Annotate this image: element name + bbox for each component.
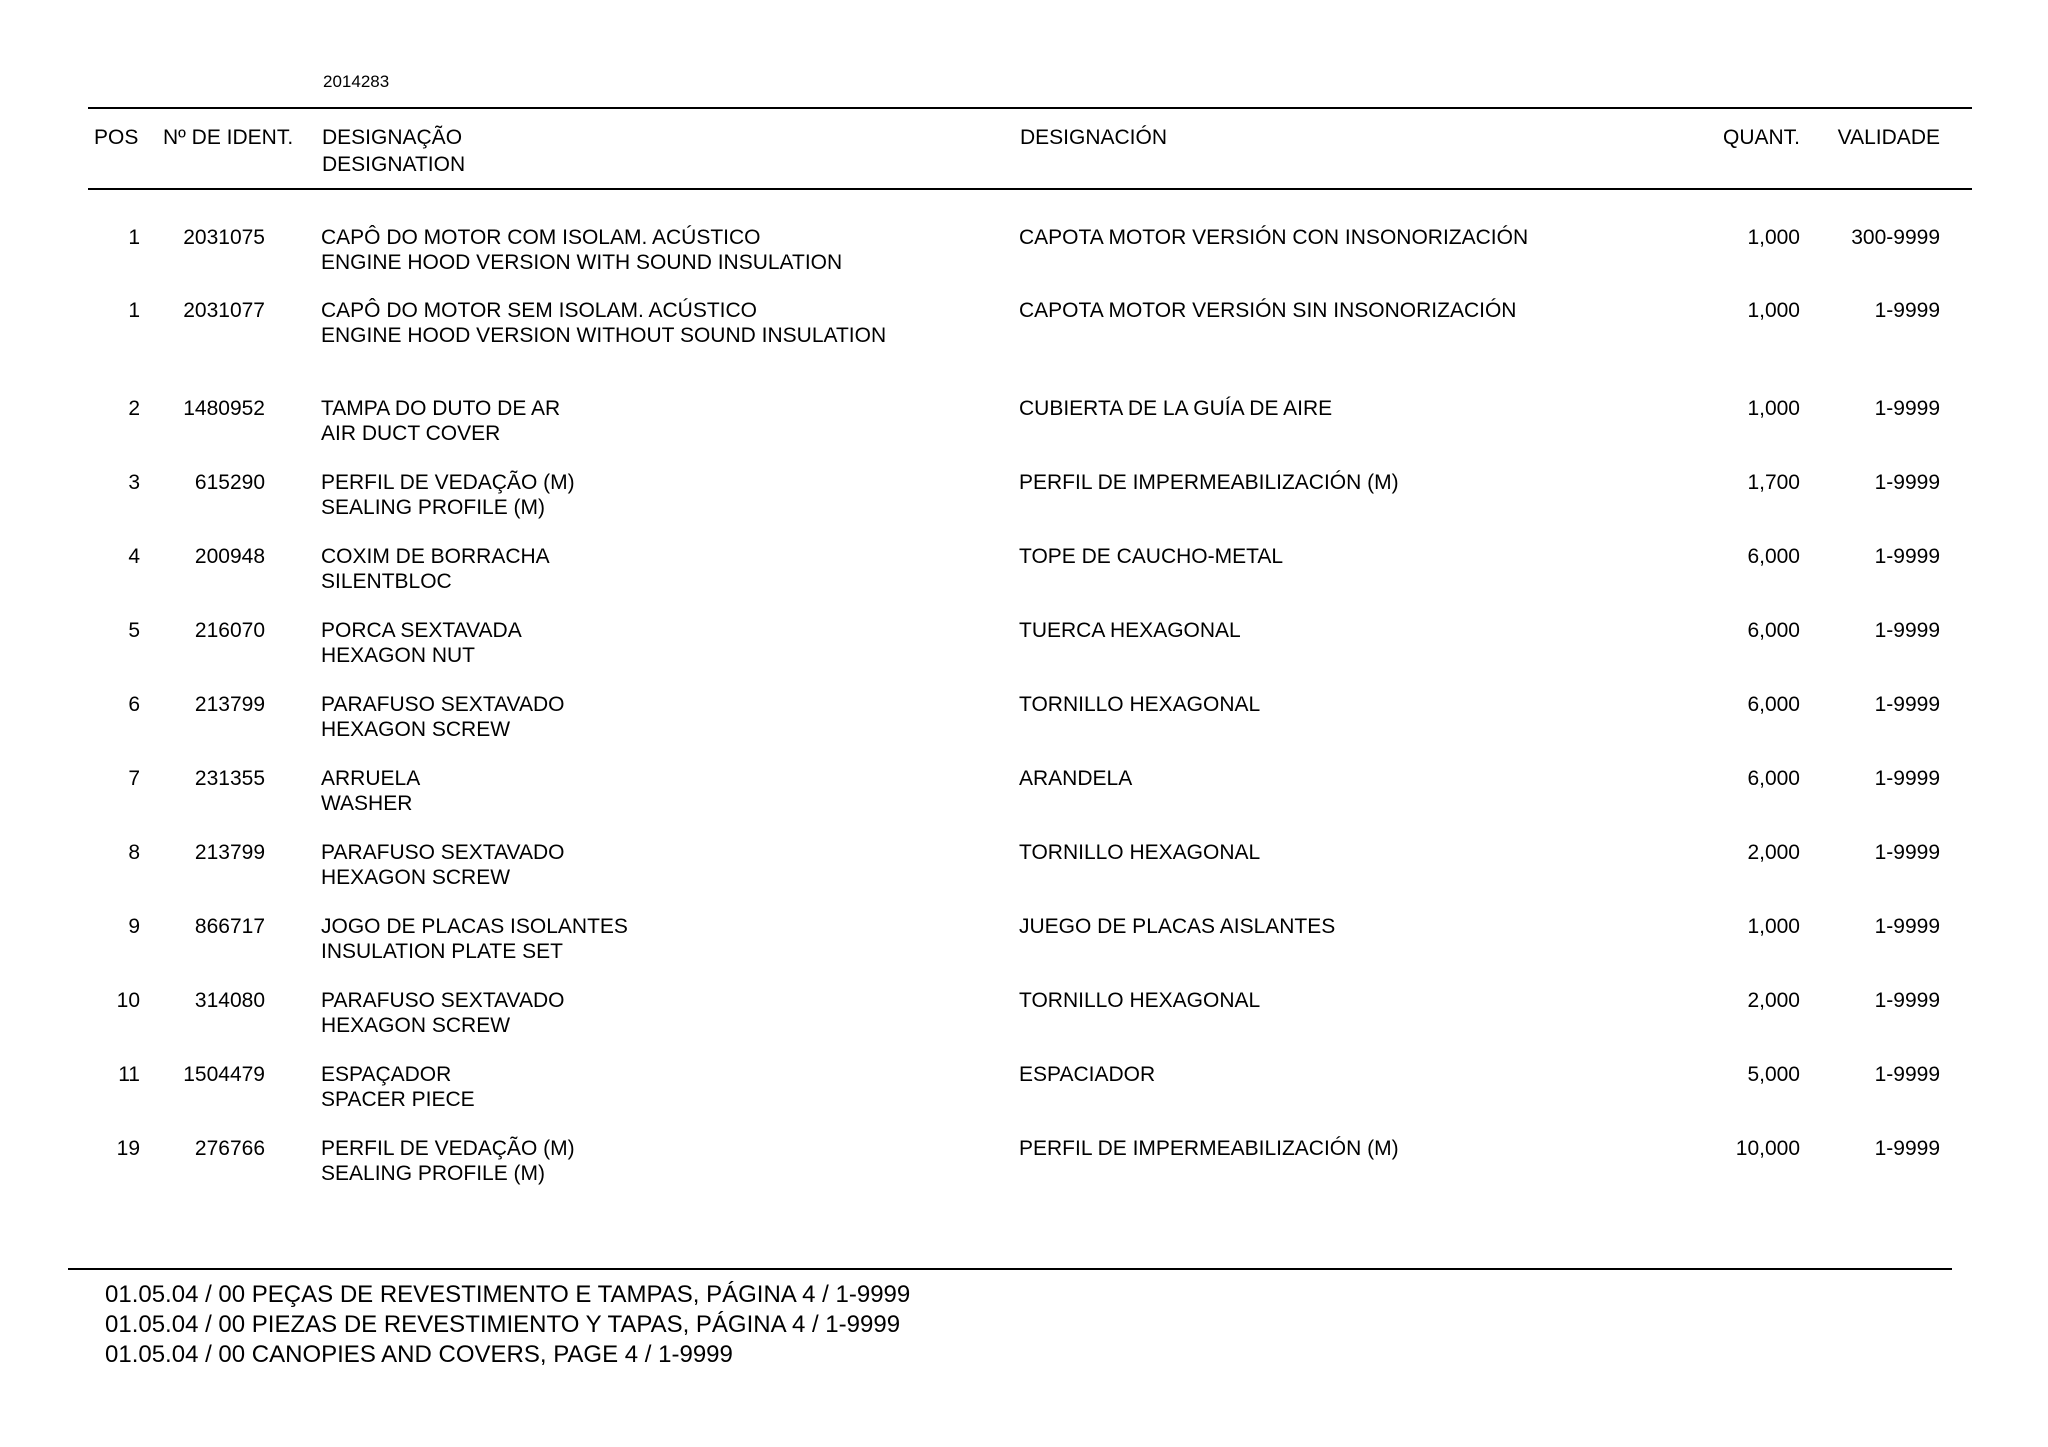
cell-designation [321,914,628,964]
cell-designation-pt: PORCA SEXTAVADA [321,619,522,642]
cell-pos: 9 [128,915,140,938]
cell-designation [321,692,565,742]
cell-designation [321,1136,575,1186]
table-row [0,840,2048,900]
table-row [0,914,2048,974]
table-row [0,1136,2048,1196]
cell-pos: 1 [128,226,140,249]
top-divider [88,107,1972,109]
cell-designation [321,225,842,275]
cell-quantity: 1,000 [1747,226,1800,249]
cell-designation [321,298,886,348]
cell-designation [321,544,550,594]
cell-designation-es: TORNILLO HEXAGONAL [1019,841,1261,864]
table-row [0,766,2048,826]
cell-quantity: 2,000 [1747,841,1800,864]
cell-designation-pt: ESPAÇADOR [321,1063,452,1086]
cell-designation [321,396,560,446]
cell-designation-es: TUERCA HEXAGONAL [1019,619,1241,642]
cell-quantity: 5,000 [1747,1063,1800,1086]
cell-designation-en: AIR DUCT COVER [321,422,501,445]
page-footer [105,1280,910,1370]
footer-line-es: 01.05.04 / 00 PIEZAS DE REVESTIMIENTO Y TAPAS, PÁGINA 4 / 1-9999 [105,1311,901,1338]
cell-pos: 1 [128,299,140,322]
cell-designation-en: SPACER PIECE [321,1088,475,1111]
cell-quantity: 6,000 [1747,767,1800,790]
cell-designation-pt: COXIM DE BORRACHA [321,545,550,568]
cell-pos: 4 [128,545,140,568]
cell-designation-pt: TAMPA DO DUTO DE AR [321,397,561,420]
cell-ident: 615290 [194,471,265,494]
header-designation-en: DESIGNATION [322,153,466,176]
footer-line-en: 01.05.04 / 00 CANOPIES AND COVERS, PAGE 4 / 1-9999 [105,1341,733,1368]
header-designacion: DESIGNACIÓN [1020,126,1168,149]
cell-designation-pt: PERFIL DE VEDAÇÃO (M) [321,471,575,494]
cell-quantity: 1,000 [1747,299,1800,322]
cell-validity: 1-9999 [1874,915,1940,938]
table-row [0,298,2048,358]
cell-ident: 1480952 [183,397,265,420]
cell-designation-es: TOPE DE CAUCHO-METAL [1019,545,1284,568]
cell-designation [321,470,575,520]
cell-designation-en: SILENTBLOC [321,570,452,593]
table-row [0,470,2048,530]
header-divider [88,188,1972,190]
table-row [0,544,2048,604]
cell-quantity: 1,000 [1747,915,1800,938]
cell-designation-en: SEALING PROFILE (M) [321,1162,546,1185]
cell-validity: 1-9999 [1874,693,1940,716]
cell-designation-en: HEXAGON SCREW [321,866,511,889]
cell-quantity: 2,000 [1747,989,1800,1012]
cell-validity: 1-9999 [1874,471,1940,494]
cell-designation-es: PERFIL DE IMPERMEABILIZACIÓN (M) [1019,1137,1399,1160]
cell-designation-pt: CAPÔ DO MOTOR SEM ISOLAM. ACÚSTICO [321,299,758,322]
cell-designation [321,988,565,1038]
cell-designation-en: INSULATION PLATE SET [321,940,563,963]
cell-designation-en: HEXAGON SCREW [321,1014,511,1037]
cell-validity: 300-9999 [1851,226,1940,249]
cell-validity: 1-9999 [1874,545,1940,568]
cell-quantity: 1,700 [1747,471,1800,494]
cell-designation-es: TORNILLO HEXAGONAL [1019,693,1261,716]
table-row [0,692,2048,752]
cell-validity: 1-9999 [1874,1063,1940,1086]
cell-designation-es: TORNILLO HEXAGONAL [1019,989,1261,1012]
cell-designation-en: HEXAGON NUT [321,644,476,667]
cell-designation-en: HEXAGON SCREW [321,718,511,741]
cell-pos: 8 [128,841,140,864]
header-designation [322,124,465,178]
cell-designation-pt: PARAFUSO SEXTAVADO [321,989,565,1012]
cell-ident: 2031077 [183,299,265,322]
cell-ident: 1504479 [183,1063,265,1086]
cell-pos: 19 [116,1137,140,1160]
cell-designation-en: WASHER [321,792,413,815]
cell-ident: 200948 [194,545,265,568]
cell-validity: 1-9999 [1874,989,1940,1012]
document-number: 2014283 [323,72,390,91]
cell-ident: 2031075 [183,226,265,249]
cell-validity: 1-9999 [1874,1137,1940,1160]
cell-designation-en: SEALING PROFILE (M) [321,496,546,519]
cell-quantity: 6,000 [1747,545,1800,568]
header-ident: Nº DE IDENT. [163,126,294,149]
cell-ident: 216070 [194,619,265,642]
table-row [0,396,2048,456]
table-row [0,1062,2048,1122]
cell-designation-en: ENGINE HOOD VERSION WITH SOUND INSULATION [321,251,843,274]
cell-designation [321,840,565,890]
cell-designation-es: PERFIL DE IMPERMEABILIZACIÓN (M) [1019,471,1399,494]
cell-ident: 276766 [194,1137,265,1160]
cell-designation-es: CAPOTA MOTOR VERSIÓN SIN INSONORIZACIÓN [1019,299,1517,322]
cell-ident: 213799 [194,693,265,716]
cell-pos: 11 [118,1063,140,1086]
cell-quantity: 6,000 [1747,693,1800,716]
table-row [0,988,2048,1048]
header-designacao: DESIGNAÇÃO [322,126,463,149]
footer-line-pt: 01.05.04 / 00 PEÇAS DE REVESTIMENTO E TAMPAS, PÁGINA 4 / 1-9999 [105,1281,911,1308]
cell-pos: 7 [128,767,140,790]
cell-designation-pt: PARAFUSO SEXTAVADO [321,693,565,716]
cell-designation-pt: PARAFUSO SEXTAVADO [321,841,565,864]
cell-validity: 1-9999 [1874,767,1940,790]
header-quantity: QUANT. [1722,126,1800,149]
cell-designation-es: JUEGO DE PLACAS AISLANTES [1019,915,1336,938]
cell-designation-es: CUBIERTA DE LA GUÍA DE AIRE [1019,397,1333,420]
header-pos: POS [94,126,139,149]
cell-ident: 213799 [194,841,265,864]
cell-ident: 866717 [194,915,265,938]
cell-pos: 5 [128,619,140,642]
footer-divider [68,1268,1952,1270]
cell-ident: 314080 [194,989,265,1012]
table-row [0,618,2048,678]
cell-validity: 1-9999 [1874,619,1940,642]
cell-validity: 1-9999 [1874,841,1940,864]
cell-pos: 3 [128,471,140,494]
header-validity: VALIDADE [1837,126,1940,149]
cell-pos: 6 [128,693,140,716]
cell-quantity: 10,000 [1735,1137,1800,1160]
cell-validity: 1-9999 [1874,397,1940,420]
cell-pos: 2 [128,397,140,420]
cell-quantity: 6,000 [1747,619,1800,642]
cell-designation-pt: ARRUELA [321,767,421,790]
cell-designation-pt: JOGO DE PLACAS ISOLANTES [321,915,628,938]
table-row [0,225,2048,285]
cell-pos: 10 [116,989,140,1012]
cell-designation-es: CAPOTA MOTOR VERSIÓN CON INSONORIZACIÓN [1019,226,1529,249]
cell-designation-es: ESPACIADOR [1019,1063,1156,1086]
cell-designation [321,618,522,668]
cell-designation [321,766,420,816]
cell-designation-en: ENGINE HOOD VERSION WITHOUT SOUND INSULATION [321,324,887,347]
cell-validity: 1-9999 [1874,299,1940,322]
cell-designation-pt: CAPÔ DO MOTOR COM ISOLAM. ACÚSTICO [321,226,761,249]
cell-designation-pt: PERFIL DE VEDAÇÃO (M) [321,1137,575,1160]
cell-quantity: 1,000 [1747,397,1800,420]
cell-designation-es: ARANDELA [1019,767,1133,790]
cell-designation [321,1062,475,1112]
cell-ident: 231355 [194,767,265,790]
